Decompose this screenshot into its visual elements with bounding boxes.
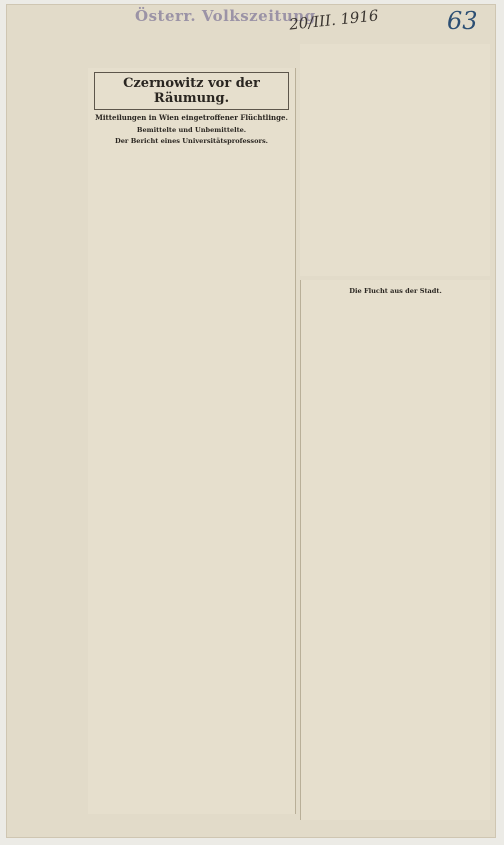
article-title-box [94,72,289,110]
section-heading-flucht: Die Flucht aus der Stadt. [349,287,442,295]
article-column-left [88,68,296,814]
article-column-right [300,280,490,820]
section-heading-bericht: Der Bericht eines Universitätsprofessors. [115,136,268,145]
handwritten-date: 20/III. 1916 [288,6,380,34]
masthead: Österr. Volkszeitung [135,7,316,25]
page-number: 63 [447,7,478,35]
section-heading-bemittelte: Bemittelte und Unbemittelte. [136,125,247,134]
article-subtitle: Mitteilungen in Wien eingetroffener Flüchtlinge. [95,113,288,122]
article-column-right-top [300,44,490,276]
article-title: Czernowitz vor der Räumung. [123,76,260,106]
